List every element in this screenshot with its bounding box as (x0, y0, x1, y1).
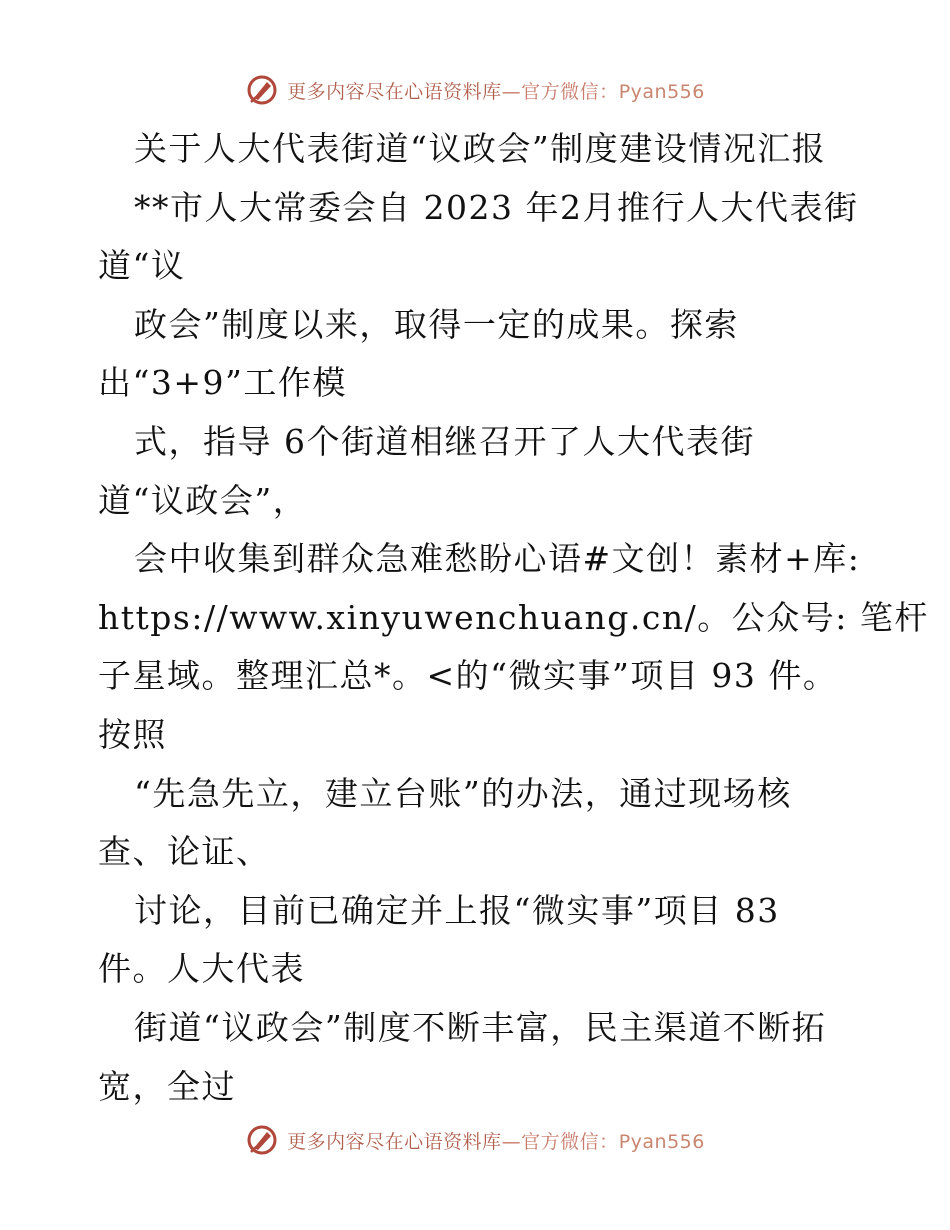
watermark-text: 更多内容尽在心语资料库—官方微信：Pyan556 (287, 1130, 705, 1153)
pen-nib-logo-icon (245, 73, 279, 107)
paragraph-line: 件。人大代表 (98, 949, 305, 989)
header-watermark (0, 70, 950, 110)
paragraph-line: 会中收集到群众急难愁盼心语#文创！素材+库: (134, 539, 861, 579)
paragraph-line: 政会”制度以来，取得一定的成果。探索 (134, 304, 739, 344)
paragraph-line: 宽，全过 (98, 1066, 236, 1106)
paragraph-line: 出“3+9”工作模 (98, 363, 347, 403)
paragraph-line: 道“议政会”， (98, 480, 308, 520)
footer-watermark (0, 1120, 950, 1160)
paragraph-line: https://www.xinyuwenchuang.cn/。公众号: 笔杆 (98, 597, 929, 637)
paragraph-line: 道“议 (98, 246, 186, 286)
pen-nib-logo-icon (245, 1123, 279, 1157)
paragraph-line: 式，指导 6个街道相继召开了人大代表街 (134, 421, 755, 461)
document-title: 关于人大代表街道“议政会”制度建设情况汇报 (134, 129, 827, 168)
paragraph-line: **市人大常委会自 2023 年2月推行人大代表街 (134, 187, 859, 227)
paragraph-line: 讨论，目前已确定并上报“微实事”项目 83 (134, 890, 780, 930)
paragraph-line: 子星域。整理汇总*。<的“微实事”项目 93 件。 (98, 656, 838, 696)
paragraph-line: 按照 (98, 714, 167, 754)
watermark-text: 更多内容尽在心语资料库—官方微信：Pyan556 (287, 80, 705, 103)
paragraph-line: “先急先立，建立台账”的办法，通过现场核 (134, 773, 792, 813)
paragraph-line: 查、论证、 (98, 832, 271, 872)
document-body (98, 120, 929, 1116)
paragraph-line: 街道“议政会”制度不断丰富，民主渠道不断拓 (134, 1007, 827, 1047)
